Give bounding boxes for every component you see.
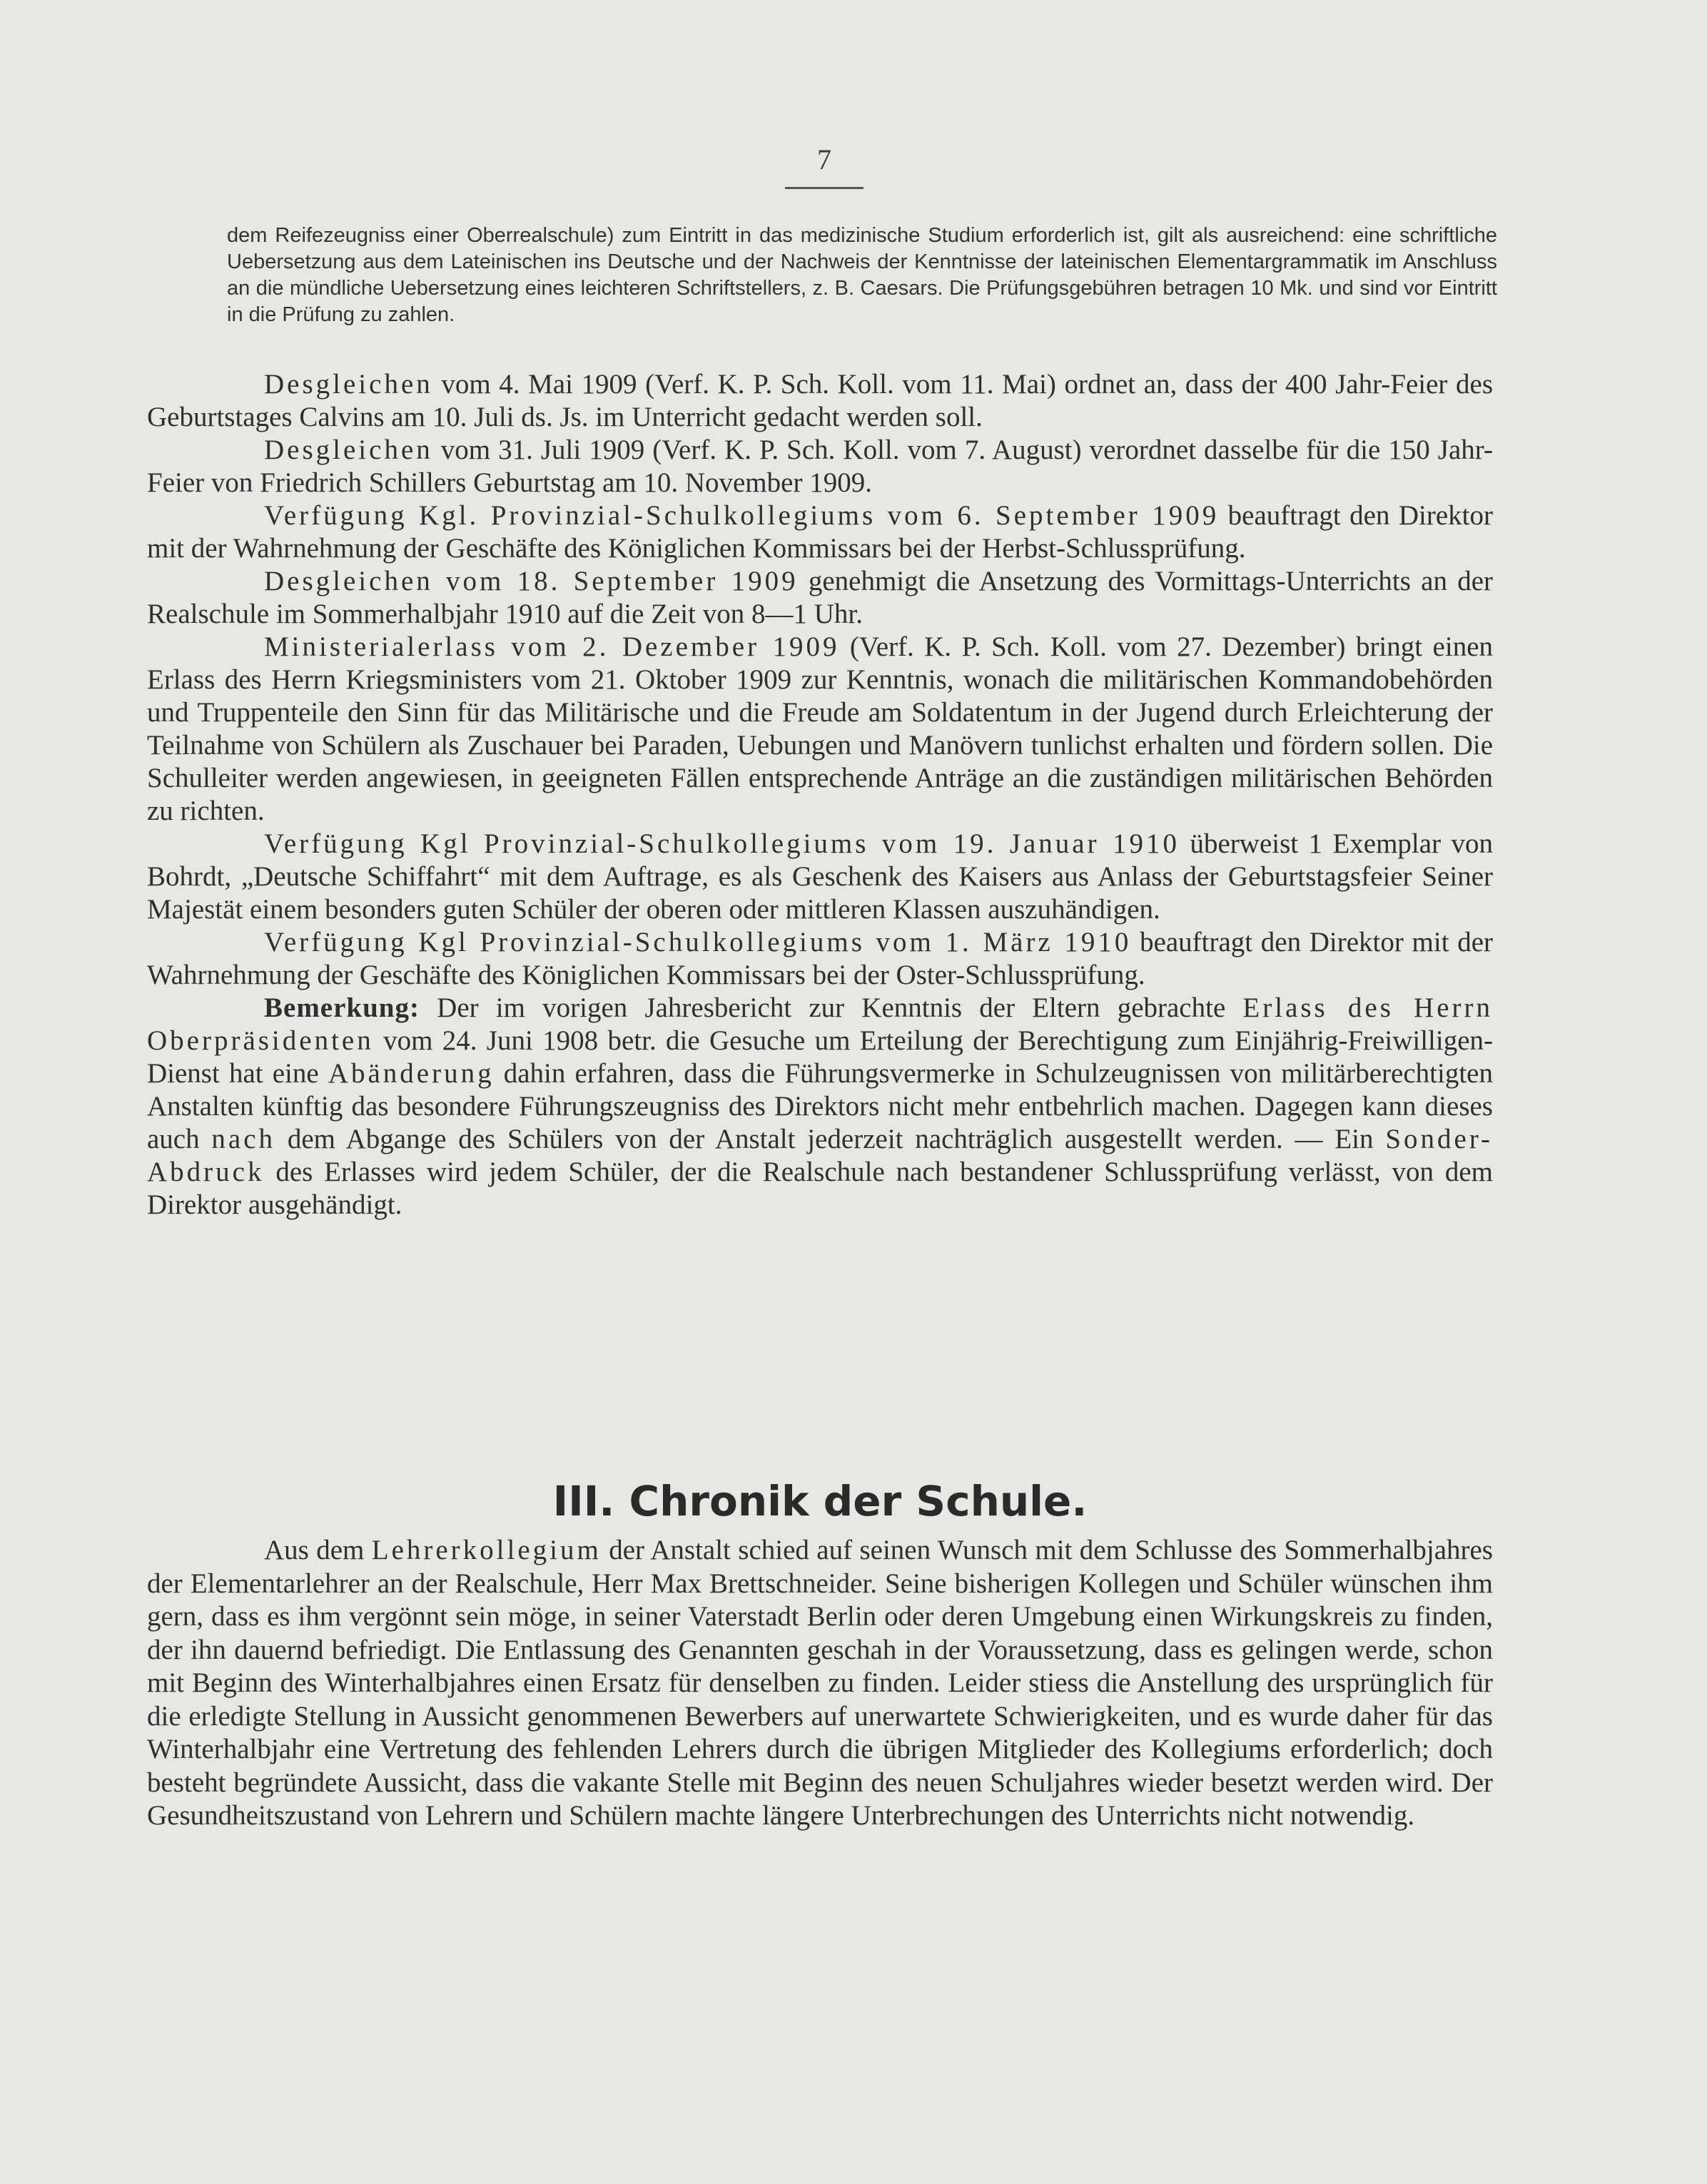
entry-lead: Verfügung Kgl Provinzial-Schulkollegiums vom 1. März 1910: [264, 927, 1132, 958]
entry-lead: Ministerialerlass vom 2. Dezember 1909: [264, 631, 840, 662]
entry-schiller: [147, 434, 1493, 499]
intro-paragraph: dem Reifezeugniss einer Oberrealschule) zum Eintritt in das medizinische Studium erforderlich ist, gilt als ausreichend: eine schriftliche Uebersetzung aus dem Lateinischen ins Deutsche und der Nachweis der Kenntnisse der lateinischen Elementargrammatik im Anschluss an die mündliche Uebersetzung eines leichteren Schriftstellers, z. B. Caesars. Die Prüfungsgebühren betragen 10 Mk. und sind vor Eintritt in die Prüfung zu zahlen.: [227, 224, 1497, 326]
decrees-section: [147, 368, 1493, 1221]
page-number-rule: [785, 187, 863, 189]
entry-lead: Verfügung Kgl. Provinzial-Schulkollegiums vom 6. September 1909: [264, 500, 1220, 531]
chronik-text: der Anstalt schied auf seinen Wunsch mit dem Schlusse des Sommerhalbjahres der Elementarlehrer an der Realschule, Herr Max Brettschneider. Seine bisherigen Kollegen und Schüler wünschen ihm gern, dass es ihm vergönnt sein möge, in seiner Vaterstadt Berlin oder deren Umgebung einen Wirkungskreis zu finden, der ihn dauernd befriedigt. Die Entlassung des Genannten geschah in der Voraussetzung, dass es gelingen werde, schon mit Beginn des Winterhalbjahres einen Ersatz für denselben zu finden. Leider stiess die Anstellung des ursprünglich für die erledigte Stellung in Aussicht genommenen Bewerbers auf unerwartete Schwierigkeiten, und es wurde daher für das Winterhalbjahr eine Vertretung des fehlenden Lehrers durch die übrigen Mitglieder des Kollegiums erforderlich; doch besteht begründete Aussicht, dass die vakante Stelle mit Beginn des neuen Schuljahres wieder besetzt werden wird. Der Gesundheitszustand von Lehrern und Schülern machte längere Unterbrechungen des Unterrichts nicht notwendig.: [147, 1535, 1493, 1831]
remark-emphasis: Abänderung: [328, 1058, 495, 1089]
remark-emphasis: nach: [211, 1124, 276, 1154]
entry-bohrdt: [147, 828, 1493, 926]
remark-text: vom 24. Juni 1908 betr. die Gesuche um Erteilung der Berechtigung zum Einjährig-Freiwilligen-Dienst hat eine: [147, 1025, 1493, 1089]
entry-text: beauftragt den Direktor mit der Wahrnehmung der Geschäfte des Königlichen Kommissars bei der Oster-Schlussprüfung.: [147, 927, 1494, 990]
entry-lead: Desgleichen: [264, 435, 433, 465]
entry-lead: Desgleichen vom 18. September 1909: [264, 566, 799, 596]
entry-lead: Verfügung Kgl Provinzial-Schulkollegiums vom 19. Januar 1910: [264, 828, 1180, 859]
entry-text: vom 31. Juli 1909 (Verf. K. P. Sch. Koll. vom 7. August) verordnet dasselbe für die 150 Jahr-Feier von Friedrich Schillers Geburtstag am 10. November 1909.: [147, 435, 1493, 498]
entry-text: vom 4. Mai 1909 (Verf. K. P. Sch. Koll. vom 11. Mai) ordnet an, dass der 400 Jahr-Feier des Geburtstages Calvins am 10. Juli ds. Js. im Unterricht gedacht werden soll.: [147, 369, 1493, 432]
chronik-emphasis: Lehrerkollegium: [371, 1535, 602, 1565]
entry-vormittagsunterricht: [147, 565, 1493, 631]
remark-label: Bemerkung:: [264, 992, 420, 1023]
entry-ministerialerlass: [147, 631, 1493, 828]
chronik-text: Aus dem: [264, 1535, 372, 1565]
remark-paragraph: [147, 992, 1493, 1221]
entry-text: beauftragt den Direktor mit der Wahrnehmung der Geschäfte des Königlichen Kommissars bei der Herbst-Schlussprüfung.: [147, 500, 1493, 564]
remark-emphasis: Sonder-Abdruck: [147, 1124, 1494, 1187]
remark-text: Der im vorigen Jahresbericht zur Kenntnis der Eltern gebrachte: [420, 992, 1243, 1023]
entry-calvin: [147, 368, 1493, 434]
page-number: 7: [817, 143, 831, 176]
chronik-section: [147, 1534, 1493, 1833]
remark-emphasis: Erlass des Herrn Oberpräsidenten: [147, 992, 1493, 1056]
remark-text: des Erlasses wird jedem Schüler, der die Realschule nach bestandener Schlussprüfung verlässt, von dem Direktor ausgehändigt.: [147, 1157, 1493, 1220]
entry-text: (Verf. K. P. Sch. Koll. vom 27. Dezember) bringt einen Erlass des Herrn Kriegsministers vom 21. Oktober 1909 zur Kenntnis, wonach die militärischen Kommandobehörden und Truppenteile den Sinn für das Militärische und die Freude am Soldatentum in der Jugend durch Erleichterung der Teilnahme von Schülern als Zuschauer bei Paraden, Uebungen und Manövern tunlichst erhalten und fördern sollen. Die Schulleiter werden angewiesen, in geeigneten Fällen entsprechende Anträge an die zuständigen militärischen Behörden zu richten.: [147, 631, 1493, 826]
remark-text: dahin erfahren, dass die Führungsvermerke in Schulzeugnissen von militärberechtigten Anstalten künftig das besondere Führungszeugniss des Direktors nicht mehr entbehrlich machen. Dagegen kann dieses auch: [147, 1058, 1493, 1154]
entry-text: genehmigt die Ansetzung des Vormittags-Unterrichts an der Realschule im Sommerhalbjahr 1910 auf die Zeit von 8—1 Uhr.: [147, 566, 1493, 629]
section-heading-chronik: III. Chronik der Schule.: [552, 1477, 1088, 1525]
remark-text: dem Abgange des Schülers von der Anstalt jederzeit nachträglich ausgestellt werden. — Ein: [275, 1124, 1386, 1154]
chronik-paragraph: [147, 1534, 1493, 1833]
entry-oster-pruefung: [147, 926, 1493, 992]
entry-text: überweist 1 Exemplar von Bohrdt, „Deutsche Schiffahrt“ mit dem Auftrage, es als Geschenk des Kaisers aus Anlass der Geburtstagsfeier Seiner Majestät einem besonders guten Schüler der oberen oder mittleren Klassen auszuhändigen.: [147, 828, 1493, 925]
entry-herbst-pruefung: [147, 499, 1493, 565]
entry-lead: Desgleichen: [264, 369, 433, 400]
